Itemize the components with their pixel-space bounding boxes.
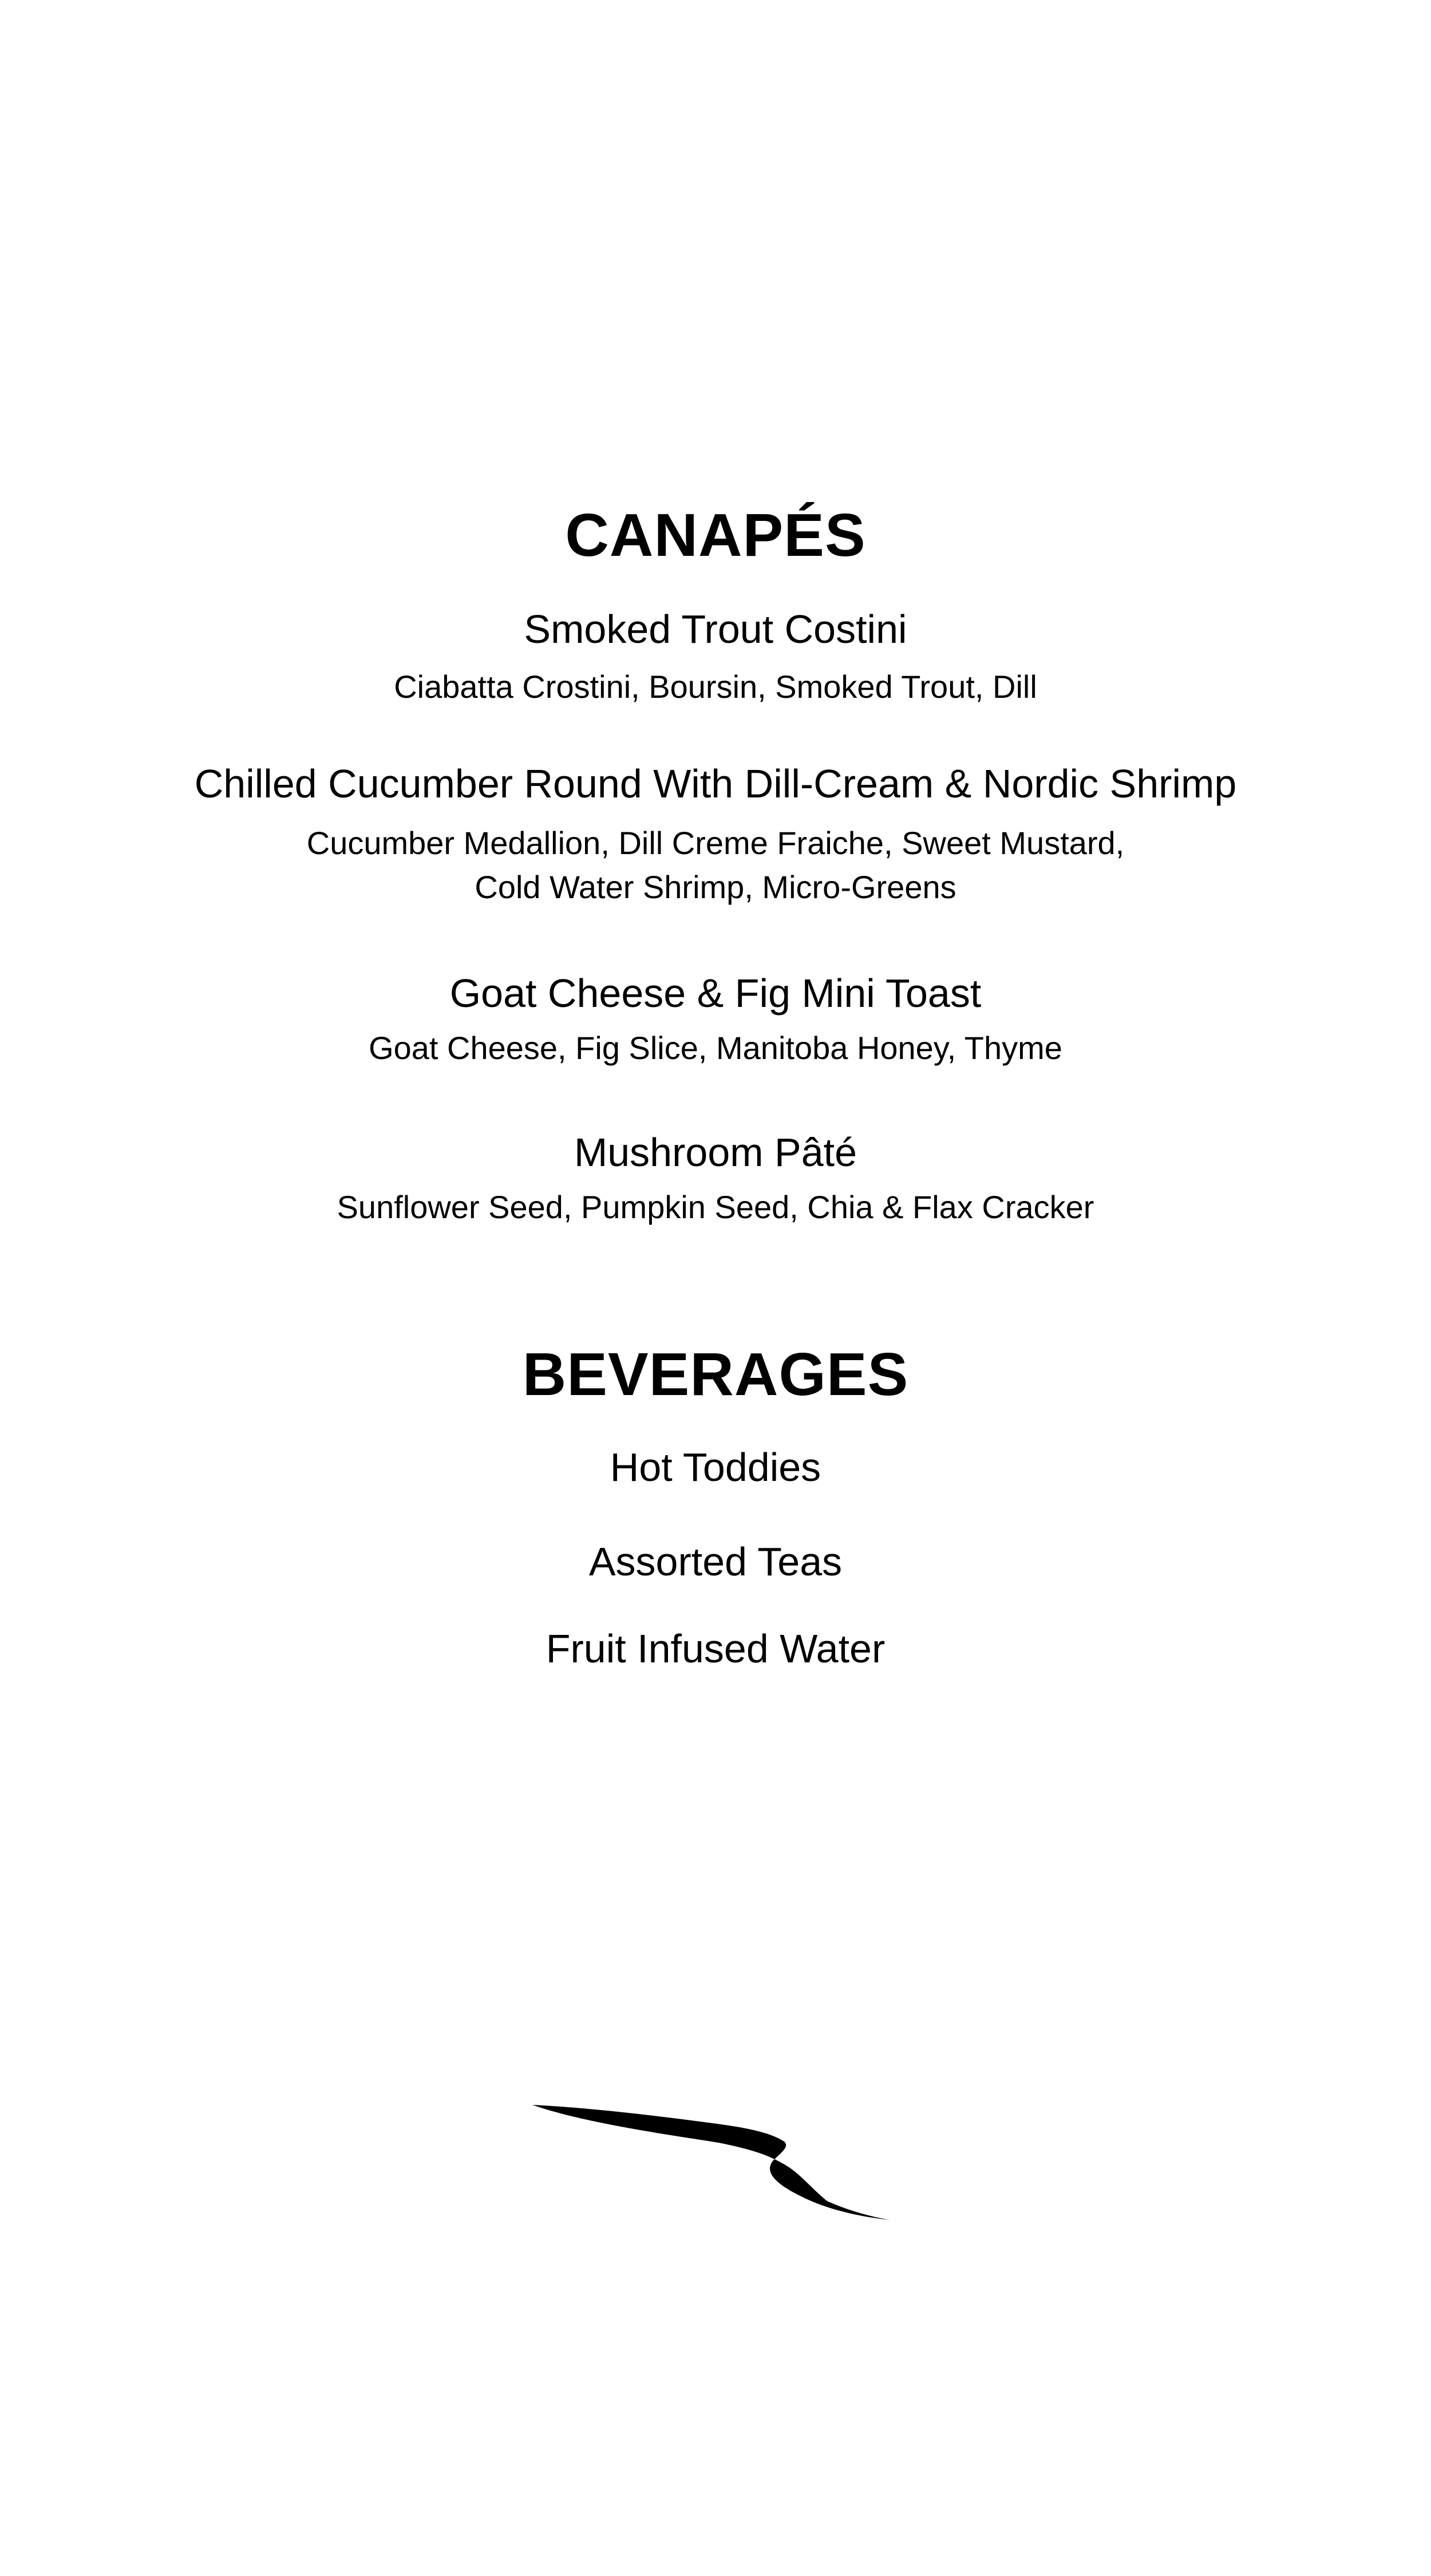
canape-item-1-description: Ciabatta Crostini, Boursin, Smoked Trout, Dill: [394, 669, 1037, 705]
beverage-item-3: Fruit Infused Water: [545, 1626, 886, 1671]
canape-item-2-name: Chilled Cucumber Round With Dill-Cream & Nordic Shrimp: [194, 761, 1237, 806]
beverages-heading: BEVERAGES: [522, 1341, 909, 1408]
canape-item-2-description-line-2: Cold Water Shrimp, Micro-Greens: [475, 869, 956, 905]
canape-item-4-name: Mushroom Pâté: [574, 1130, 857, 1175]
canape-item-2-description-line-1: Cucumber Medallion, Dill Creme Fraiche, Sweet Mustard,: [306, 825, 1125, 861]
swoosh-logo-icon: [529, 2098, 893, 2224]
canape-item-4-description: Sunflower Seed, Pumpkin Seed, Chia & Flax Cracker: [337, 1189, 1094, 1225]
swoosh-logo-shape: [532, 2105, 890, 2220]
canape-item-1-name: Smoked Trout Costini: [524, 607, 907, 651]
canapes-heading: CANAPÉS: [565, 501, 866, 569]
beverage-item-1: Hot Toddies: [610, 1445, 821, 1490]
canape-item-3-description: Goat Cheese, Fig Slice, Manitoba Honey, Thyme: [369, 1030, 1062, 1066]
canape-item-3-name: Goat Cheese & Fig Mini Toast: [449, 971, 982, 1016]
beverage-item-2: Assorted Teas: [588, 1539, 843, 1584]
